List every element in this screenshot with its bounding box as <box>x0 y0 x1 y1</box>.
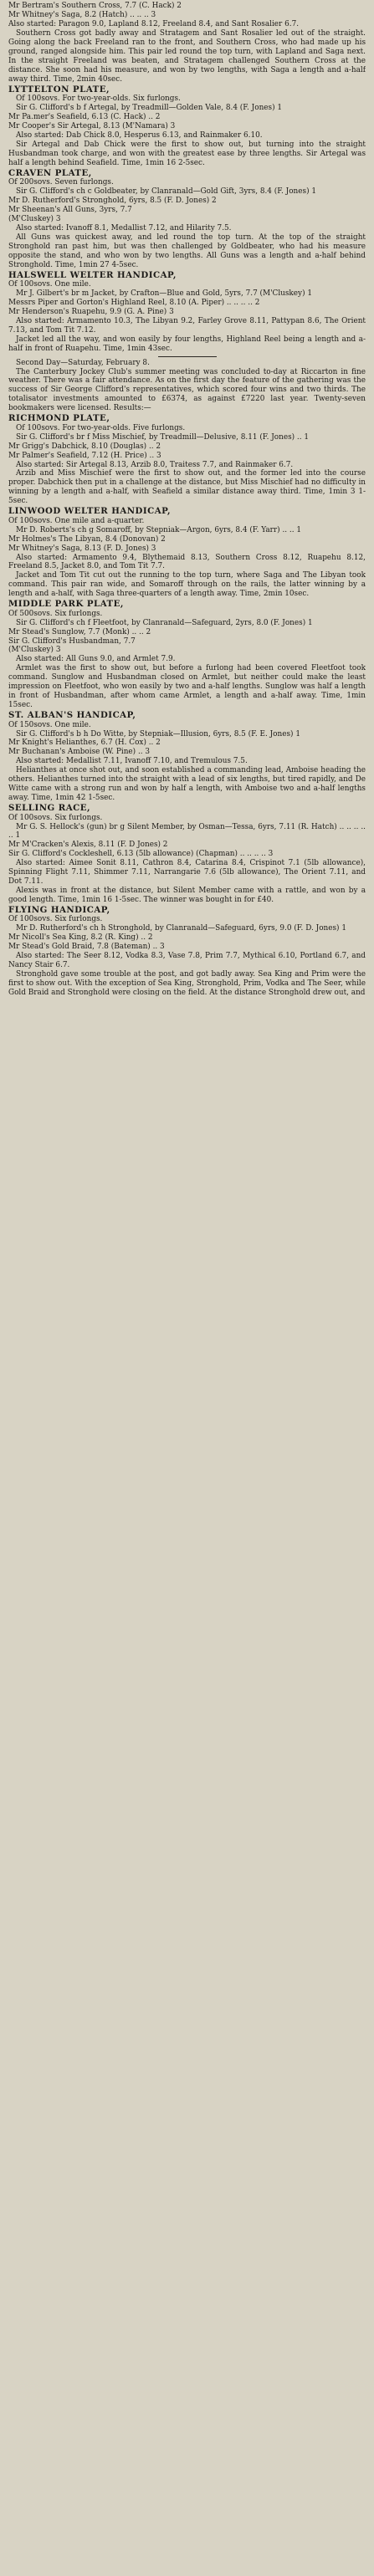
text-paragraph: Mr D. Rutherford's ch h Stronghold, by Clanranald—Safeguard, 6yrs, 9.0 (F. D. Jones) 1 <box>16 924 346 933</box>
text-paragraph: Also started: Ivanoff 8.1, Medallist 7.12, and Hilarity 7.5. <box>16 223 232 233</box>
text-paragraph: The Canterbury Jockey Club's summer meeting was concluded to-day at Riccarton in fine weather. There was a fair attendance. As on the first day the feature of the gathering was the success of Sir George Clifford's representatives, which scored four wins and two thirds. The totalisator investments amounted to £6374, as against £7220 last year. Twenty-seven bookmakers were licensed. Results:— <box>8 367 366 413</box>
text-paragraph: Mr Stead's Gold Braid, 7.8 (Bateman) .. 3 <box>8 943 165 952</box>
text-paragraph: Mr Holmes's The Libyan, 8.4 (Donovan) 2 <box>8 534 166 544</box>
text-paragraph: Mr Whitney's Saga, 8.2 (Hatch) .. .. .. 3 <box>8 10 156 19</box>
text-paragraph: Sir G. Clifford's br f Miss Mischief, by Treadmill—Delusive, 8.11 (F. Jones) .. 1 <box>16 432 310 442</box>
text-paragraph: Sir G. Clifford's b h Do Witte, by Stepniak—Illusion, 6yrs, 8.5 (F. E. Jones) 1 <box>16 729 300 739</box>
text-paragraph: Of 200sovs. Seven furlongs. <box>8 178 114 187</box>
race-heading: CRAVEN PLATE, <box>8 167 92 178</box>
text-paragraph: Mr Buchanan's Amboise (W. Pine) .. 3 <box>8 748 151 757</box>
text-paragraph: Sir Artegal and Dab Chick were the first to show out, but turning into the straight Husbandman took charge, and won with the greatest ease by three lengths. Sir Artegal was half a length behind Seafield. Time, 1min 16 2-5sec. <box>8 140 366 167</box>
text-paragraph: Of 100sovs. Six furlongs. <box>8 915 103 924</box>
text-paragraph: Also started: Armamento 10.3, The Libyan 9.2, Farley Grove 8.11, Pattypan 8.6, The Orient 7.13, and Tom Tit 7.12. <box>8 316 366 335</box>
text-paragraph: Also started: Paragon 9.0, Lapland 8.12, Freeland 8.4, and Sant Rosalier 6.7. <box>8 19 300 28</box>
text-paragraph: Mr Knight's Helianthes, 6.7 (H. Cox) .. 2 <box>8 739 161 748</box>
text-paragraph: Jacket and Tom Tit cut out the running to the top turn, where Saga and The Libyan took command. This pair ran wide, and Somaroff through on the rails, the latter winning by a length and a-half, with Saga three-quarters of a length away. Time, 2min 10sec. <box>8 571 366 599</box>
text-paragraph: Also started: Medallist 7.11, Ivanoff 7.10, and Tremulous 7.5. <box>16 757 248 766</box>
text-paragraph: Messrs Piper and Gorton's Highland Reel, 8.10 (A. Piper) .. .. .. .. 2 <box>8 298 260 307</box>
race-heading: FLYING HANDICAP, <box>8 905 110 916</box>
text-paragraph: Stronghold gave some trouble at the post, and got badly away. Sea King and Prim were the first to show out. With the exception of Sea King, Stronghold, Prim, Vodka and The Seer, while Gold Braid and Stronghold were closing on the field. At the distance Stronghold drew out, and <box>8 970 366 998</box>
text-paragraph: Mr Grigg's Dabchick, 8.10 (Douglas) .. 2 <box>8 442 161 451</box>
text-paragraph: Of 100sovs. For two-year-olds. Five furlongs. <box>16 423 186 432</box>
text-paragraph: Sir G. Clifford's b f Artegal, by Treadmill—Golden Vale, 8.4 (F. Jones) 1 <box>16 103 283 112</box>
text-paragraph: Mr Whitney's Saga, 8.13 (F. D. Jones) 3 <box>8 544 156 553</box>
text-paragraph: Southern Cross got badly away and Stratagem and Sant Rosalier led out of the straight. Going along the back Freeland ran to the front, and Southern Cross, who had made up his ground, ranged alongside him. This pair led round the top turn, with Lapland and Saga next. In the straight Freeland was beaten, and Stratagem challenged Southern Cross at the distance. She soon had his measure, and won by two lengths, with Saga a length and a-half away third. Time, 2min 40sec. <box>8 28 366 84</box>
race-heading: LINWOOD WELTER HANDICAP, <box>8 506 172 517</box>
text-paragraph: Also started: Aimee Sonit 8.11, Cathron 8.4, Catarina 8.4, Crispinot 7.1 (5lb allowance), Spinning Flight 7.11, Shimmer 7.11, Narrangarie 7.6 (5lb allowance), The Orient 7.11, and Dot 7.11. <box>8 859 366 887</box>
text-paragraph: Mr Sheenan's All Guns, 3yrs, 7.7 <box>8 205 132 214</box>
race-heading: MIDDLE PARK PLATE, <box>8 599 124 610</box>
text-paragraph: Of 100sovs. One mile. <box>8 279 91 289</box>
text-paragraph: Mr Palmer's Seafield, 7.12 (H. Price) .. 3 <box>8 451 161 460</box>
text-paragraph: Also started: Dab Chick 8.0, Hesperus 6.13, and Rainmaker 6.10. <box>16 130 263 140</box>
text-paragraph: Mr Bertram's Southern Cross, 7.7 (C. Hack) 2 <box>8 2 182 10</box>
text-paragraph: Also started: The Seer 8.12, Vodka 8.3, Vase 7.8, Prim 7.7, Mythical 6.10, Portland 6.7, and Nancy Stair 6.7. <box>8 952 366 970</box>
text-paragraph: Of 100sovs. Six furlongs. <box>8 813 103 822</box>
racing-results-column <box>8 2 366 2569</box>
race-heading: LYTTELTON PLATE, <box>8 84 110 95</box>
text-paragraph: Jacket led all the way, and won easily by four lengths, Highland Reel being a length and a-half in front of Ruapehu. Time, 1min 43sec. <box>8 335 366 353</box>
text-paragraph: Mr Stead's Sunglow, 7.7 (Monk) .. .. 2 <box>8 627 151 636</box>
race-heading: ST. ALBAN'S HANDICAP, <box>8 710 136 721</box>
text-paragraph: Also started: Sir Artegal 8.13, Arzib 8.0, Traitess 7.7, and Rainmaker 6.7. <box>16 460 294 469</box>
text-paragraph: Also started: Armamento 9.4, Blythemaid 8.13, Southern Cross 8.12, Ruapehu 8.12, Freeland 8.5, Jacket 8.0, and Tom Tit 7.7. <box>8 553 366 571</box>
text-paragraph: Helianthes at once shot out, and soon established a commanding lead, Amboise heading the others. Helianthes turned into the straight with a lead of six lengths, but tired rapidly, and De Witte came with a strong run and won by half a length, with Amboise two and a-half lengths away. Time, 1min 42 1-5sec. <box>8 766 366 803</box>
text-paragraph: Mr D. Roberts's ch g Somaroff, by Stepniak—Argon, 6yrs, 8.4 (F. Yarr) .. .. 1 <box>16 525 302 534</box>
text-paragraph: (M'Cluskey) 3 <box>8 214 61 223</box>
text-paragraph: Mr Henderson's Ruapehu, 9.9 (G. A. Pine) 3 <box>8 307 174 316</box>
text-paragraph: Mr D. Rutherford's Stronghold, 6yrs, 8.5 (F. D. Jones) 2 <box>8 196 217 205</box>
text-paragraph: Of 150sovs. One mile. <box>8 720 91 729</box>
text-paragraph: Mr Cooper's Sir Artegal, 8.13 (M'Namara) 3 <box>8 121 176 130</box>
text-paragraph: Sir G. Clifford's ch c Goldbeater, by Clanranald—Gold Gift, 3yrs, 8.4 (F. Jones) 1 <box>16 187 317 196</box>
section-divider <box>158 356 217 357</box>
race-heading: RICHMOND PLATE, <box>8 413 110 424</box>
text-paragraph: Of 500sovs. Six furlongs. <box>8 609 103 618</box>
text-paragraph: Arzib and Miss Mischief were the first to show out, and the former led into the course proper. Dabchick then put in a challenge at the distance, but Miss Mischief had no difficulty in winning by a length and a-half, with Seafield a similar distance away third. Time, 1min 3 1-5sec. <box>8 469 366 506</box>
text-paragraph: Sir G. Clifford's Cockleshell, 6.13 (5lb allowance) (Chapman) .. .. .. .. 3 <box>8 850 274 859</box>
text-paragraph: Alexis was in front at the distance, but Silent Member came with a rattle, and won by a good length. Time, 1min 16 1-5sec. The winner was bought in for £40. <box>8 887 366 905</box>
text-paragraph: Sir G. Clifford's Husbandman, 7.7 <box>8 636 136 646</box>
race-heading: HALSWELL WELTER HANDICAP, <box>8 269 177 280</box>
text-paragraph: Second Day—Saturday, February 8. <box>16 358 150 367</box>
text-paragraph: Mr Nicoll's Sea King, 8.2 (R. King) .. 2 <box>8 933 153 943</box>
text-paragraph: Mr G. S. Hellock's (gun) br g Silent Member, by Osman—Tessa, 6yrs, 7.11 (R. Hatch) .. .. .. .. .. 1 <box>8 822 366 841</box>
text-paragraph: Mr M'Cracken's Alexis, 8.11 (F. D Jones) 2 <box>8 841 168 850</box>
race-heading: SELLING RACE, <box>8 803 91 814</box>
text-paragraph: (M'Cluskey) 3 <box>8 646 61 655</box>
text-paragraph: Armlet was the first to show out, but before a furlong had been covered Fleetfoot took command. Sunglow and Husbandman closed on Armlet, but neither could make the least impression on Fleetfoot, who won easily by two and a-half lengths. Sunglow was half a length in front of Husbandman, after whom came Armlet, a length and a-half away. Time, 1min 15sec. <box>8 664 366 710</box>
text-paragraph: All Guns was quickest away, and led round the top turn. At the top of the straight Stronghold ran past him, but was then challenged by Goldbeater, who had his measure opposite the stand, and who won by two lengths. All Guns was a length and a-half behind Stronghold. Time, 1min 27 4-5sec. <box>8 233 366 269</box>
text-paragraph: Mr J. Gilbert's br m Jacket, by Crafton—Blue and Gold, 5yrs, 7.7 (M'Cluskey) 1 <box>16 289 313 298</box>
text-paragraph: Also started: All Guns 9.0, and Armlet 7.9. <box>16 655 176 664</box>
text-paragraph: Mr Pa.mer's Seafield, 6.13 (C. Hack) .. 2 <box>8 112 161 121</box>
text-paragraph: Of 100sovs. One mile and a-quarter. <box>8 516 145 525</box>
text-paragraph: Of 100sovs. For two-year-olds. Six furlongs. <box>16 94 181 103</box>
text-paragraph: Sir G. Clifford's ch f Fleetfoot, by Clanranald—Safeguard, 2yrs, 8.0 (F. Jones) 1 <box>16 618 313 627</box>
